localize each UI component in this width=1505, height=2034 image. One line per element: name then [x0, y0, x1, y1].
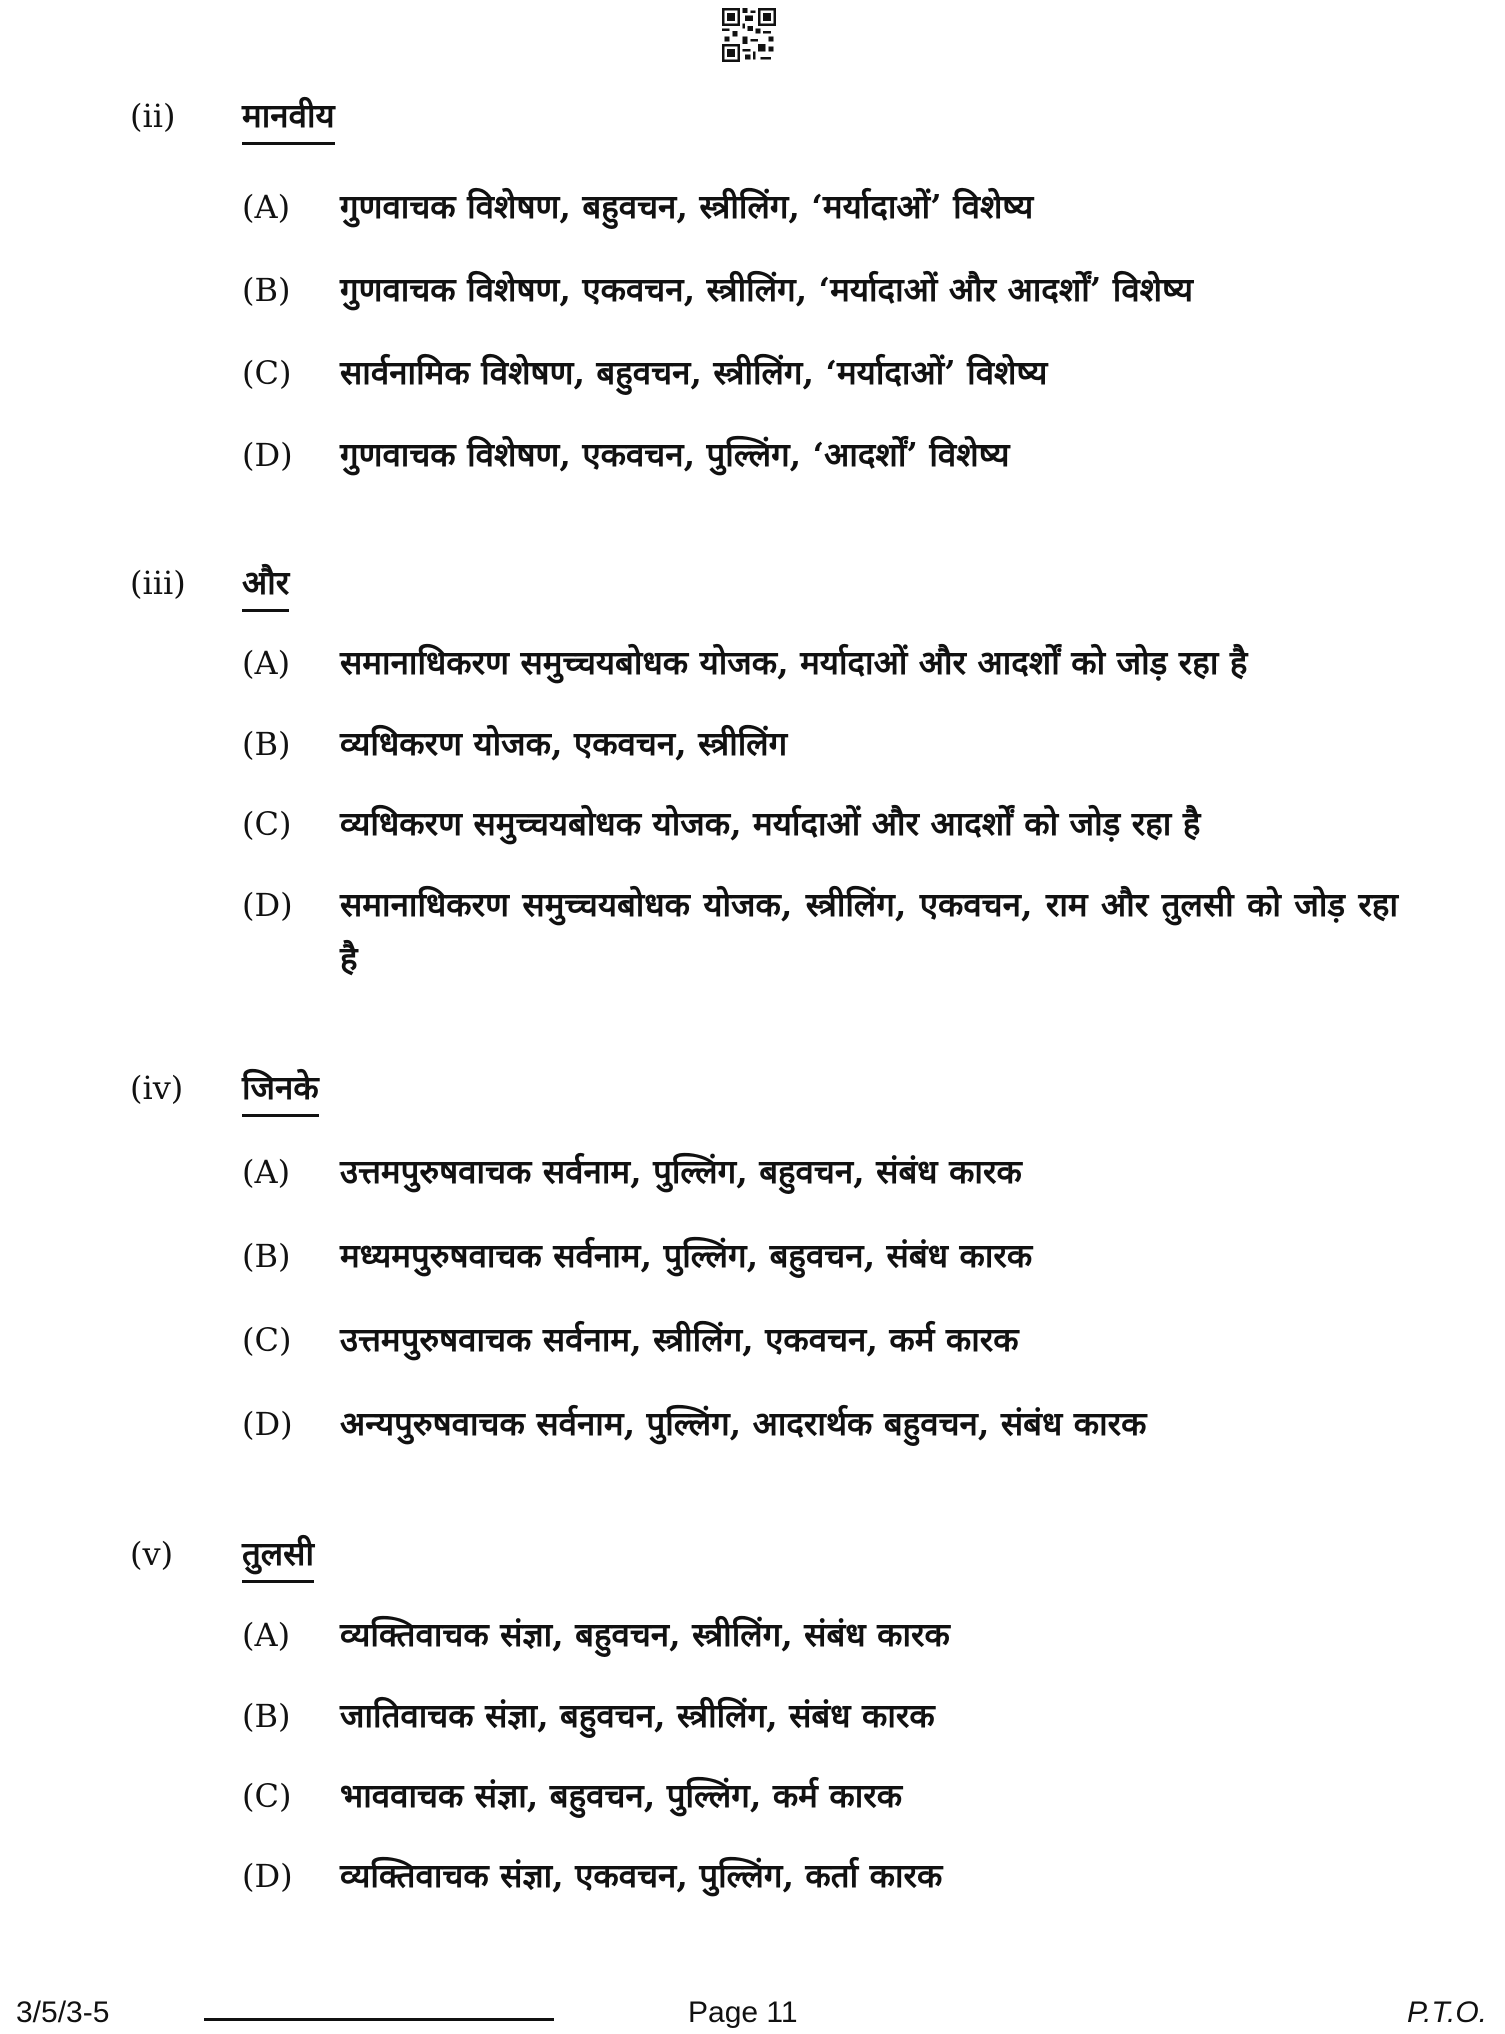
option-text: भाववाचक संज्ञा, बहुवचन, पुल्लिंग, कर्म कारक — [340, 1776, 903, 1815]
option-label: (D) — [242, 886, 293, 924]
option-text: समानाधिकरण समुच्चयबोधक योजक, मर्यादाओं और आदर्शों को जोड़ रहा है — [340, 643, 1248, 682]
option-text: गुणवाचक विशेषण, एकवचन, पुल्लिंग, ‘आदर्शों’ विशेष्य — [340, 435, 1010, 474]
option-text: अन्यपुरुषवाचक सर्वनाम, पुल्लिंग, आदरार्थक बहुवचन, संबंध कारक — [340, 1404, 1147, 1443]
page-footer — [0, 1996, 1505, 2030]
option-label: (A) — [242, 1616, 291, 1654]
question-number: (ii) — [130, 97, 176, 135]
option-text: उत्तमपुरुषवाचक सर्वनाम, पुल्लिंग, बहुवचन, संबंध कारक — [340, 1152, 1022, 1191]
option-text: जातिवाचक संज्ञा, बहुवचन, स्त्रीलिंग, संबंध कारक — [340, 1696, 935, 1735]
question-word: और — [242, 563, 289, 612]
pto-label: P.T.O. — [1406, 1996, 1487, 2029]
option-label: (C) — [242, 354, 292, 392]
question-number: (v) — [130, 1535, 174, 1573]
option-text: व्यक्तिवाचक संज्ञा, एकवचन, पुल्लिंग, कर्ता कारक — [340, 1856, 943, 1895]
option-label: (B) — [242, 725, 291, 763]
option-text: गुणवाचक विशेषण, एकवचन, स्त्रीलिंग, ‘मर्यादाओं और आदर्शों’ विशेष्य — [340, 270, 1193, 309]
option-text: मध्यमपुरुषवाचक सर्वनाम, पुल्लिंग, बहुवचन, संबंध कारक — [340, 1236, 1033, 1275]
option-label: (B) — [242, 1697, 291, 1735]
page-number: Page 11 — [688, 1996, 798, 2029]
option-label: (D) — [242, 1857, 293, 1895]
option-label: (D) — [242, 436, 293, 474]
qr-code-icon — [722, 8, 776, 62]
option-label: (A) — [242, 188, 291, 226]
option-label: (A) — [242, 644, 291, 682]
question-number: (iv) — [130, 1069, 184, 1107]
option-label: (C) — [242, 805, 292, 843]
option-label: (D) — [242, 1405, 293, 1443]
option-label: (A) — [242, 1153, 291, 1191]
question-word: तुलसी — [242, 1534, 314, 1583]
option-text: व्यधिकरण योजक, एकवचन, स्त्रीलिंग — [340, 724, 788, 763]
question-number: (iii) — [130, 564, 186, 602]
option-label: (B) — [242, 1237, 291, 1275]
question-word: मानवीय — [242, 96, 335, 145]
option-text: व्यक्तिवाचक संज्ञा, बहुवचन, स्त्रीलिंग, संबंध कारक — [340, 1615, 950, 1654]
option-text: उत्तमपुरुषवाचक सर्वनाम, स्त्रीलिंग, एकवचन, कर्म कारक — [340, 1320, 1019, 1359]
option-label: (B) — [242, 271, 291, 309]
footer-divider — [204, 2018, 554, 2021]
option-text: गुणवाचक विशेषण, बहुवचन, स्त्रीलिंग, ‘मर्यादाओं’ विशेष्य — [340, 187, 1034, 226]
option-label: (C) — [242, 1777, 292, 1815]
option-text: सार्वनामिक विशेषण, बहुवचन, स्त्रीलिंग, ‘मर्यादाओं’ विशेष्य — [340, 353, 1048, 392]
option-text: समानाधिकरण समुच्चयबोधक योजक, स्त्रीलिंग, एकवचन, राम और तुलसी को जोड़ रहा है — [340, 885, 1398, 978]
question-word: जिनके — [242, 1068, 319, 1117]
option-text: व्यधिकरण समुच्चयबोधक योजक, मर्यादाओं और आदर्शों को जोड़ रहा है — [340, 804, 1201, 843]
option-label: (C) — [242, 1321, 292, 1359]
paper-code: 3/5/3-5 — [16, 1996, 110, 2029]
